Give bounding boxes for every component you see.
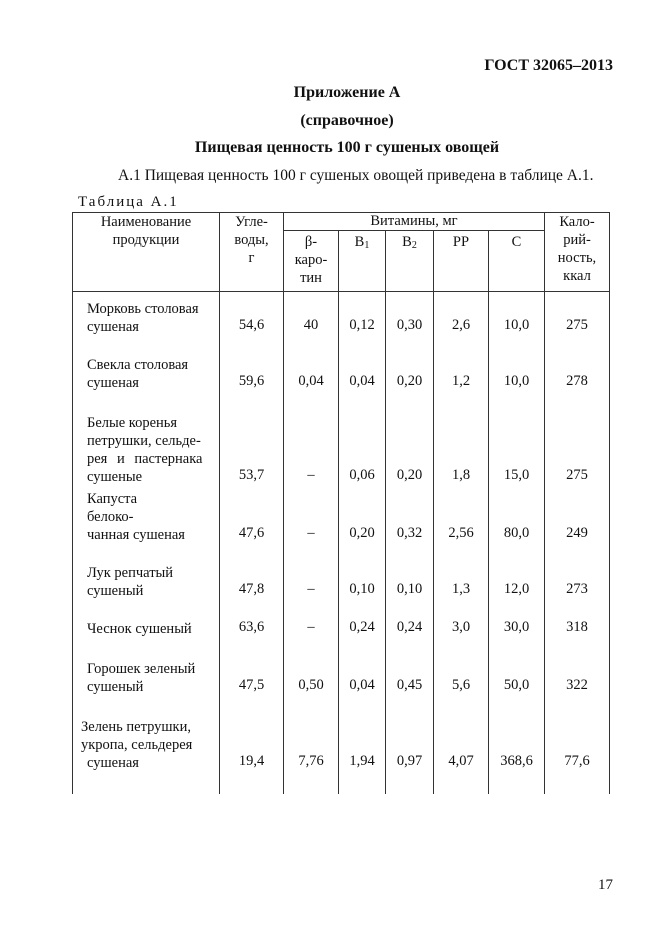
b1-value: 0,10 [339, 544, 386, 600]
table-row [73, 544, 610, 600]
b1-value: 0,06 [339, 392, 386, 486]
b2-value: 0,97 [386, 696, 434, 772]
header-vitamins: Витамины, мг [284, 213, 545, 231]
header-pp: РР [434, 231, 489, 292]
beta-carotene-value: 7,76 [284, 696, 339, 772]
pp-value: 4,07 [434, 696, 489, 772]
intro-paragraph: А.1 Пищевая ценность 100 г сушеных овощей приведена в таблице А.1. [118, 167, 594, 184]
product-name: Капуста белоко- чанная сушеная [73, 486, 220, 544]
header-calories: Кало- рий- ность, ккал [545, 213, 610, 292]
header-b1: $В_1$ [339, 231, 386, 292]
product-name: Зелень петрушки, укропа, сельдерея сушеная [73, 696, 220, 772]
b1-value: 0,20 [339, 486, 386, 544]
carbs-value: 63,6 [220, 600, 284, 638]
c-value: 12,0 [489, 544, 545, 600]
carbs-value: 19,4 [220, 696, 284, 772]
beta-carotene-value: – [284, 392, 339, 486]
carbs-value: 53,7 [220, 392, 284, 486]
b2-value: 0,45 [386, 638, 434, 696]
beta-carotene-value: 40 [284, 292, 339, 337]
page-number: 17 [598, 877, 613, 893]
c-value: 50,0 [489, 638, 545, 696]
c-value: 30,0 [489, 600, 545, 638]
carbs-value: 59,6 [220, 336, 284, 392]
carbs-value: 47,5 [220, 638, 284, 696]
b2-value: 0,32 [386, 486, 434, 544]
c-value: 368,6 [489, 696, 545, 772]
appendix-heading: Пищевая ценность 100 г сушеных овощей [194, 139, 500, 156]
pp-value: 1,2 [434, 336, 489, 392]
calories-value: 278 [545, 336, 610, 392]
table-continuation [73, 772, 610, 794]
calories-value: 275 [545, 292, 610, 337]
b1-value: 0,12 [339, 292, 386, 337]
b1-value: 0,04 [339, 638, 386, 696]
pp-value: 1,3 [434, 544, 489, 600]
carbs-value: 47,6 [220, 486, 284, 544]
table-row [73, 292, 610, 337]
header-name: Наименование продукции [73, 213, 220, 292]
pp-value: 1,8 [434, 392, 489, 486]
product-name: Белые коренья петрушки, сельде- рея и пастернака сушеные [73, 392, 220, 486]
product-name: Горошек зеленый сушеный [73, 638, 220, 696]
header-beta-carotene: β- каро- тин [284, 231, 339, 292]
beta-carotene-value: – [284, 486, 339, 544]
appendix-note: (справочное) [300, 112, 394, 129]
calories-value: 318 [545, 600, 610, 638]
carbs-value: 54,6 [220, 292, 284, 337]
c-value: 80,0 [489, 486, 545, 544]
b2-value: 0,20 [386, 336, 434, 392]
pp-value: 2,56 [434, 486, 489, 544]
table-caption: Таблица А.1 [78, 194, 179, 210]
header-carbs: Угле- воды, г [220, 213, 284, 292]
calories-value: 249 [545, 486, 610, 544]
header-c: С [489, 231, 545, 292]
pp-value: 2,6 [434, 292, 489, 337]
nutrition-table [72, 212, 610, 794]
pp-value: 5,6 [434, 638, 489, 696]
product-name: Свекла столовая сушеная [73, 336, 220, 392]
c-value: 15,0 [489, 392, 545, 486]
beta-carotene-value: – [284, 544, 339, 600]
calories-value: 77,6 [545, 696, 610, 772]
product-name: Морковь столовая сушеная [73, 292, 220, 337]
carbs-value: 47,8 [220, 544, 284, 600]
table-header-row [73, 213, 610, 231]
b1-value: 1,94 [339, 696, 386, 772]
table-row [73, 392, 610, 486]
calories-value: 273 [545, 544, 610, 600]
calories-value: 322 [545, 638, 610, 696]
table-row [73, 638, 610, 696]
header-b2: $В_2$ [386, 231, 434, 292]
table-row [73, 336, 610, 392]
beta-carotene-value: 0,04 [284, 336, 339, 392]
b2-value: 0,30 [386, 292, 434, 337]
standard-number: ГОСТ 32065–2013 [484, 57, 613, 74]
beta-carotene-value: – [284, 600, 339, 638]
pp-value: 3,0 [434, 600, 489, 638]
product-name: Чеснок сушеный [73, 600, 220, 638]
table-row [73, 696, 610, 772]
b2-value: 0,10 [386, 544, 434, 600]
b2-value: 0,24 [386, 600, 434, 638]
product-name: Лук репчатый сушеный [73, 544, 220, 600]
b1-value: 0,24 [339, 600, 386, 638]
beta-carotene-value: 0,50 [284, 638, 339, 696]
table-row [73, 600, 610, 638]
table-row [73, 486, 610, 544]
b2-value: 0,20 [386, 392, 434, 486]
c-value: 10,0 [489, 336, 545, 392]
c-value: 10,0 [489, 292, 545, 337]
calories-value: 275 [545, 392, 610, 486]
b1-value: 0,04 [339, 336, 386, 392]
appendix-title: Приложение А [293, 84, 401, 101]
